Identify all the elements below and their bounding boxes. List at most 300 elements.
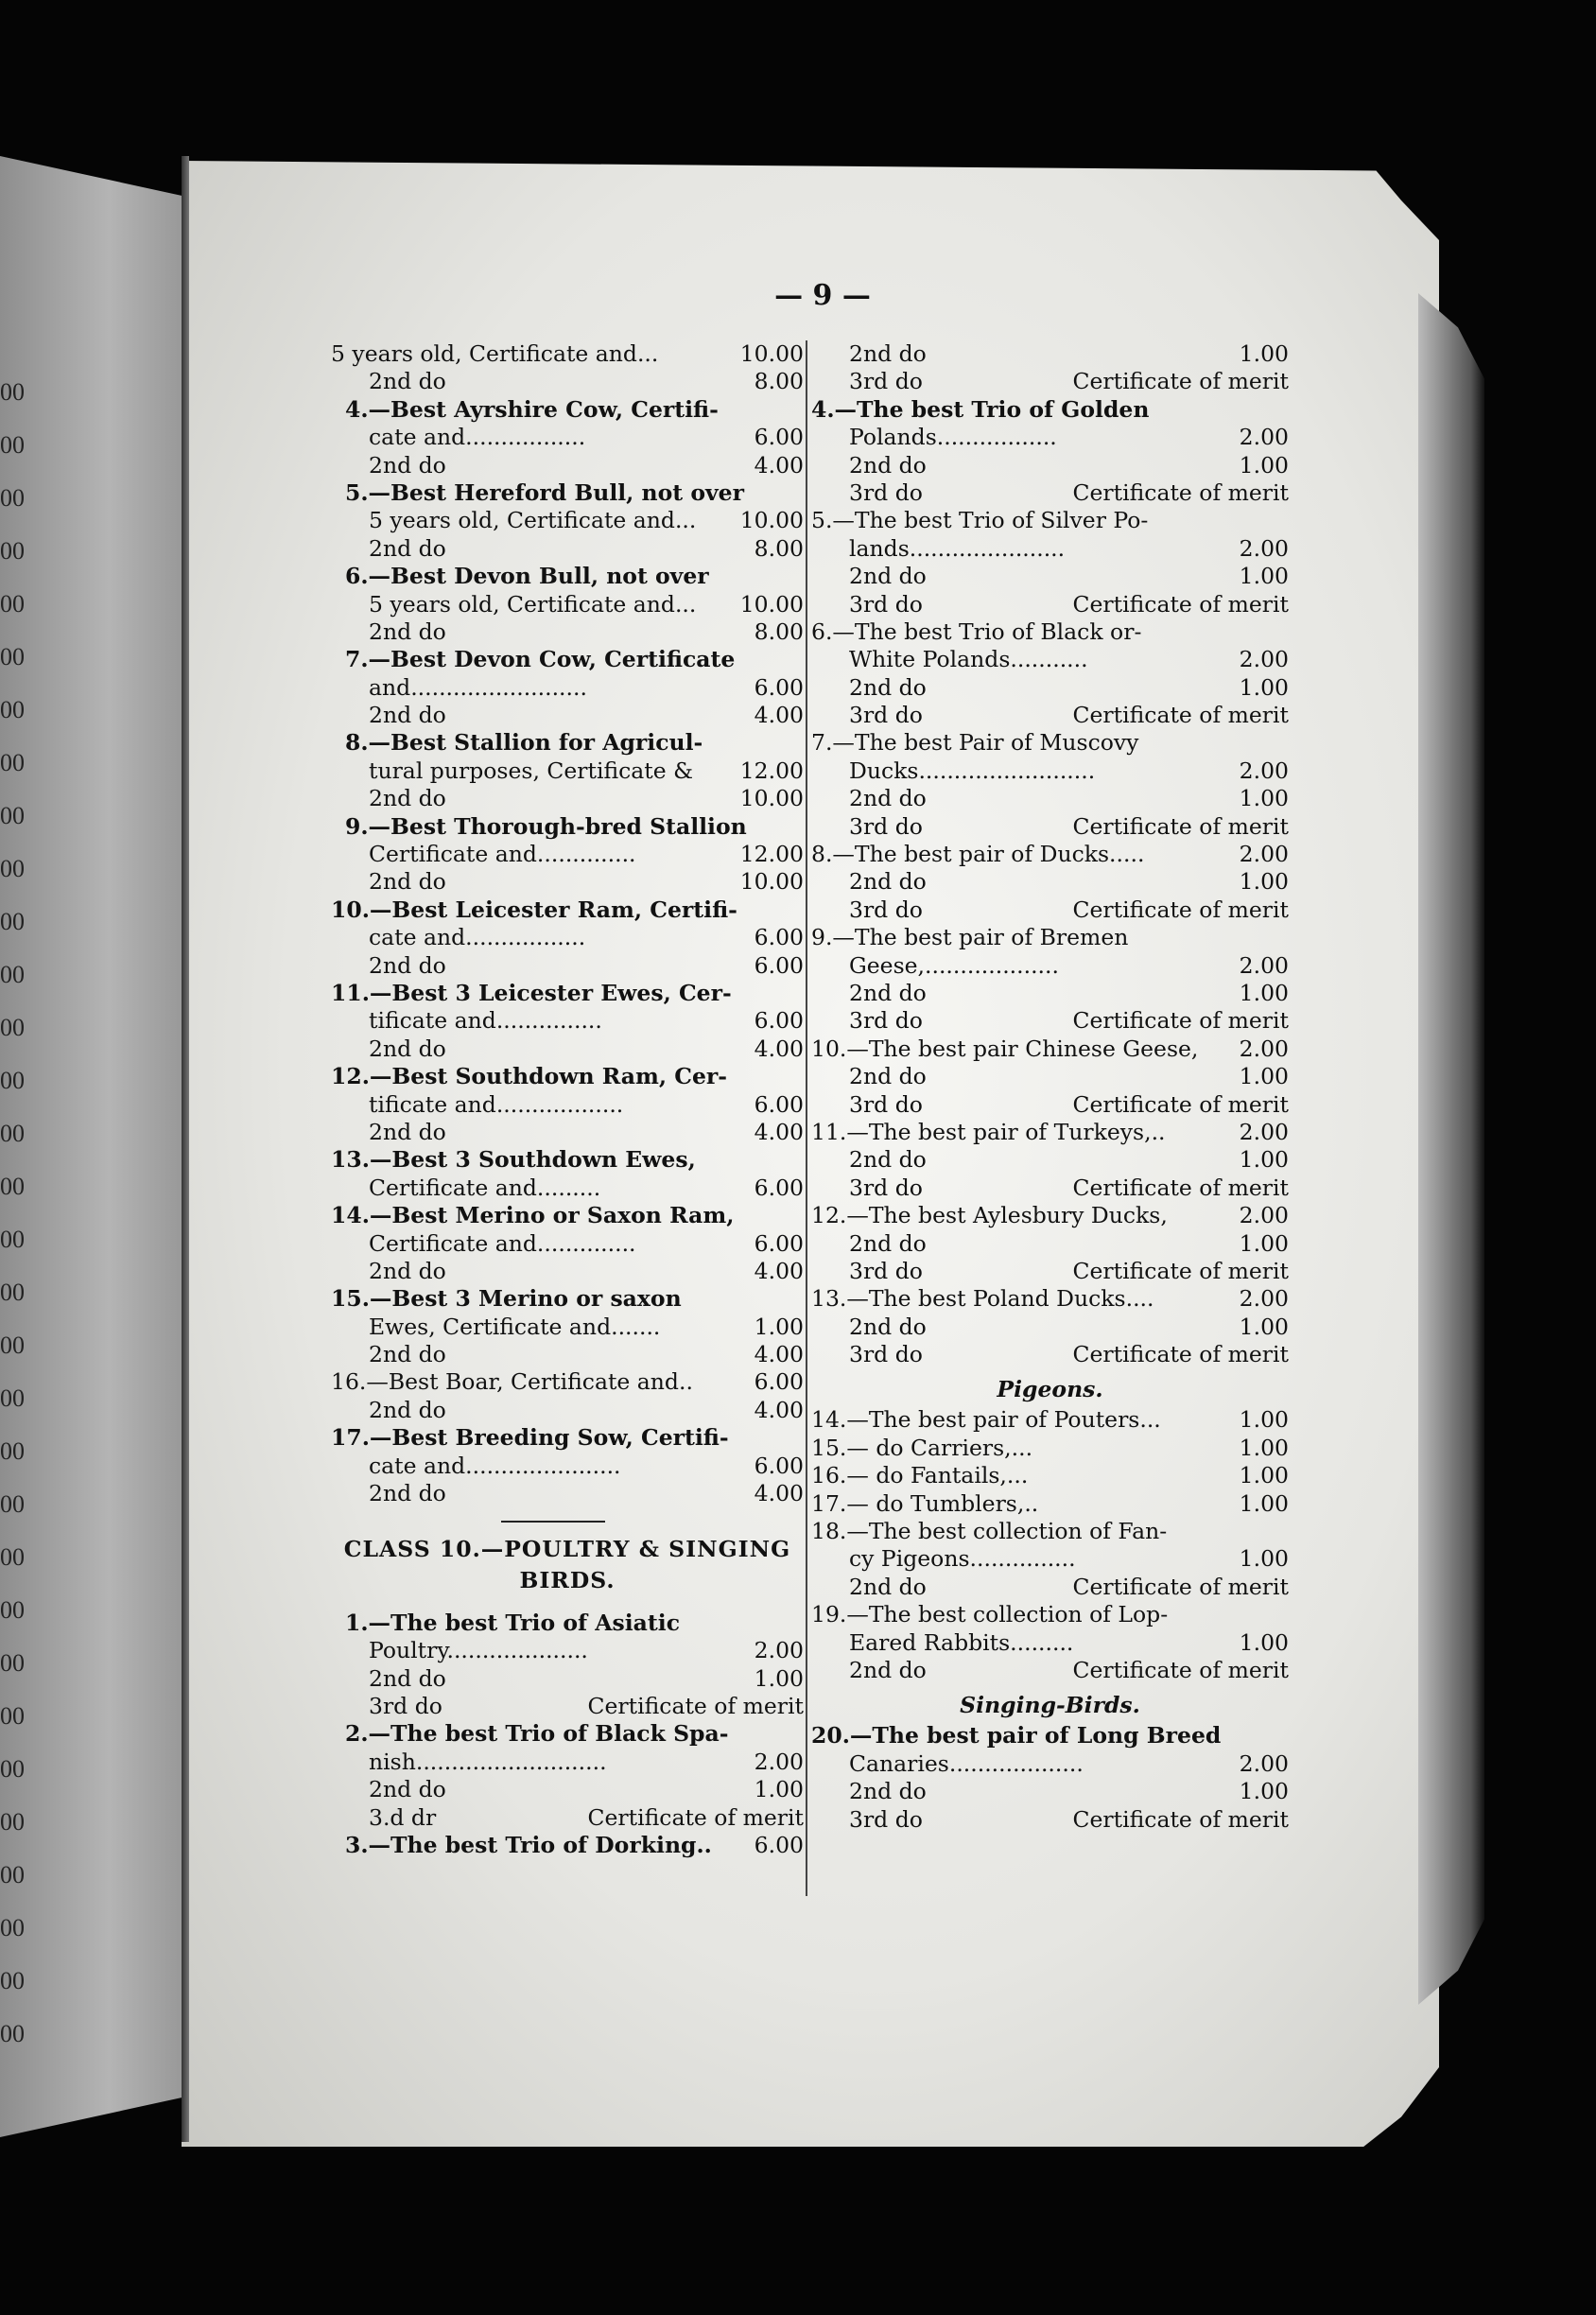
prize-description: White Polands........... (849, 646, 1088, 673)
prize-description: cy Pigeons............... (849, 1545, 1076, 1573)
prize-amount: 1.00 (1239, 1063, 1289, 1090)
prize-description: 2nd do (849, 451, 927, 479)
prize-description: 2nd do (369, 1118, 446, 1145)
prize-description: 5 years old, Certificate and... (331, 340, 659, 367)
prize-amount: 1.00 (1239, 1462, 1289, 1489)
margin-fragment: 00 (0, 1649, 25, 1677)
margin-fragment: 00 (0, 696, 25, 723)
prize-row (811, 1036, 1289, 1063)
prize-row (811, 841, 1289, 868)
prize-description: Canaries................... (849, 1749, 1084, 1777)
prize-row (331, 1693, 804, 1720)
page-edge-shadow (1418, 293, 1484, 2005)
prize-description: Certificate and.............. (369, 841, 636, 868)
margin-fragment: 00 (0, 1437, 25, 1465)
margin-fragment: 00 (0, 1543, 25, 1571)
prize-amount: 2.00 (1239, 1749, 1289, 1777)
prize-row (331, 1007, 804, 1035)
prize-amount: 6.00 (754, 1174, 804, 1201)
prize-amount: 2.00 (1239, 757, 1289, 784)
prize-row (811, 591, 1289, 618)
prize-row (331, 646, 804, 673)
prize-row (331, 563, 804, 590)
margin-fragment: 00 (0, 2020, 25, 2047)
prize-amount: 2.00 (1239, 1118, 1289, 1145)
prize-amount: 6.00 (754, 1229, 804, 1257)
prize-amount: 6.00 (754, 424, 804, 451)
prize-description: 3rd do (849, 1174, 923, 1201)
prize-description: 5 years old, Certificate and... (369, 507, 697, 534)
prize-description: 3rd do (849, 1805, 923, 1833)
prize-description: 16.— do Fantails,... (811, 1462, 1029, 1489)
prize-description: 11.—Best 3 Leicester Ewes, Cer- (331, 979, 732, 1006)
book-spine (182, 156, 189, 2142)
prize-row (811, 1063, 1289, 1090)
prize-row (811, 1778, 1289, 1805)
prize-description: 2nd do (849, 1063, 927, 1090)
prize-description: 18.—The best collection of Fan- (811, 1518, 1168, 1545)
prize-description: tificate and.................. (369, 1090, 624, 1118)
prize-amount: 1.00 (1239, 1313, 1289, 1340)
prize-amount: 1.00 (1239, 563, 1289, 590)
prize-amount: 6.00 (754, 1368, 804, 1396)
prize-description: Polands................. (849, 424, 1057, 451)
prize-amount: 2.00 (754, 1637, 804, 1664)
prize-row (331, 1036, 804, 1063)
margin-fragment: 00 (0, 961, 25, 988)
prize-description: tificate and............... (369, 1007, 602, 1035)
prize-row (811, 507, 1289, 534)
prize-description: 2nd do (369, 1035, 446, 1062)
prize-description: 2nd do (369, 868, 446, 896)
prize-row (331, 1832, 804, 1859)
prize-description: 3rd do (849, 1341, 923, 1368)
margin-fragment: 00 (0, 1173, 25, 1200)
prize-row (331, 1610, 804, 1637)
prize-row (331, 368, 804, 395)
prize-amount: 6.00 (754, 1831, 804, 1858)
prize-description: 8.—Best Stallion for Agricul- (345, 729, 703, 757)
class-heading-line1: CLASS 10.—POULTRY & SINGING (343, 1535, 791, 1562)
prize-amount: Certificate of merit (1072, 1007, 1289, 1035)
prize-description: 2nd do (369, 785, 446, 812)
prize-description: 2nd do (849, 868, 927, 896)
prize-amount: 1.00 (1239, 673, 1289, 701)
prize-description: 3rd do (849, 1257, 923, 1284)
prize-amount: 6.00 (754, 1452, 804, 1479)
singing-heading-text: Singing-Birds. (960, 1692, 1140, 1719)
prize-description: 4.—Best Ayrshire Cow, Certifi- (345, 395, 719, 423)
prize-amount: 1.00 (1239, 1778, 1289, 1805)
prize-description: 10.—Best Leicester Ram, Certifi- (331, 896, 737, 923)
prize-amount: 4.00 (754, 1396, 804, 1423)
prize-row (811, 757, 1289, 785)
prize-amount: Certificate of merit (587, 1803, 804, 1831)
prize-amount: Certificate of merit (1072, 1090, 1289, 1118)
prize-description: 17.—Best Breeding Sow, Certifi- (331, 1424, 729, 1452)
prize-row (811, 340, 1289, 368)
prize-description: 3rd do (849, 368, 923, 395)
margin-fragment: 00 (0, 1490, 25, 1518)
prize-description: 1.—The best Trio of Asiatic (345, 1609, 681, 1636)
prize-row (811, 1435, 1289, 1462)
margin-fragment: 00 (0, 802, 25, 829)
prize-row (331, 1258, 804, 1285)
prize-description: 20.—The best pair of Long Breed (811, 1722, 1222, 1749)
prize-amount: 10.00 (739, 785, 804, 812)
margin-fragment: 00 (0, 590, 25, 618)
prize-description: 3.—The best Trio of Dorking.. (345, 1831, 712, 1858)
prize-row (811, 1657, 1289, 1684)
prize-amount: 2.00 (1239, 646, 1289, 673)
prize-description: Poultry.................... (369, 1637, 588, 1664)
prize-description: 9.—The best pair of Bremen (811, 924, 1129, 951)
prize-description: 2nd do (849, 1313, 927, 1340)
margin-fragment: 00 (0, 1279, 25, 1306)
prize-row (331, 1665, 804, 1693)
prize-amount: 10.00 (739, 590, 804, 618)
prize-row (331, 340, 804, 368)
prize-row (331, 952, 804, 980)
prize-row (331, 1091, 804, 1119)
prize-description: 2nd do (849, 1146, 927, 1174)
prize-amount: 1.00 (1239, 451, 1289, 479)
prize-row (811, 1722, 1289, 1749)
prize-description: cate and................. (369, 924, 586, 951)
prize-row (811, 368, 1289, 395)
prize-amount: Certificate of merit (1072, 1174, 1289, 1201)
prize-list-singing (811, 1722, 1289, 1834)
prize-description: 8.—The best pair of Ducks..... (811, 841, 1145, 868)
prize-row (331, 1230, 804, 1258)
prize-description: 2nd do (369, 1396, 446, 1423)
prize-description: 3rd do (849, 812, 923, 840)
prize-row (331, 702, 804, 729)
margin-fragment: 00 (0, 749, 25, 776)
prize-description: and......................... (369, 673, 587, 701)
margin-fragment: 00 (0, 1808, 25, 1836)
margin-fragment: 00 (0, 484, 25, 512)
prize-description: 5.—The best Trio of Silver Po- (811, 507, 1149, 534)
prize-amount: 6.00 (754, 673, 804, 701)
prize-description: 4.—The best Trio of Golden (811, 395, 1150, 423)
prize-amount: 10.00 (739, 507, 804, 534)
margin-fragment: 00 (0, 1596, 25, 1624)
prize-row (331, 1804, 804, 1832)
prize-row (811, 1629, 1289, 1657)
prize-row (811, 452, 1289, 479)
prize-list-poultry-cont (811, 340, 1289, 1368)
prize-amount: Certificate of merit (1072, 812, 1289, 840)
margin-fragment: 00 (0, 1067, 25, 1094)
prize-amount: 8.00 (754, 368, 804, 395)
prize-row (331, 591, 804, 618)
prize-description: 3rd do (369, 1692, 442, 1719)
prize-description: 9.—Best Thorough-bred Stallion (345, 812, 747, 840)
prize-row (811, 868, 1289, 896)
prize-list-pigeons (811, 1406, 1289, 1684)
margin-fragment: 00 (0, 1755, 25, 1783)
prize-row (811, 896, 1289, 924)
prize-description: cate and...................... (369, 1452, 621, 1479)
prize-row (811, 1806, 1289, 1834)
prize-row (331, 1720, 804, 1748)
prize-description: 2nd do (849, 340, 927, 367)
prize-description: 2nd do (369, 1480, 446, 1507)
class-heading-line2: BIRDS. (519, 1566, 616, 1593)
prize-row (811, 1406, 1289, 1434)
margin-fragment: 00 (0, 855, 25, 882)
prize-description: Certificate and......... (369, 1174, 601, 1201)
prize-amount: 10.00 (739, 868, 804, 896)
margin-fragment: 00 (0, 643, 25, 670)
prize-description: 2nd do (849, 1229, 927, 1257)
prize-description: 5.—Best Hereford Bull, not over (345, 479, 745, 506)
prize-amount: Certificate of merit (1072, 896, 1289, 923)
prize-row (331, 1285, 804, 1313)
prize-row (811, 924, 1289, 951)
prize-amount: 1.00 (1239, 1229, 1289, 1257)
prize-amount: 2.00 (1239, 951, 1289, 979)
prize-amount: 1.00 (754, 1664, 804, 1692)
prize-row (811, 1490, 1289, 1518)
class-heading (331, 1536, 804, 1567)
prize-description: 3rd do (849, 702, 923, 729)
prize-amount: Certificate of merit (1072, 1656, 1289, 1683)
prize-amount: 2.00 (1239, 534, 1289, 562)
prize-row (811, 813, 1289, 841)
prize-description: Ducks......................... (849, 757, 1096, 784)
prize-amount: 4.00 (754, 1341, 804, 1368)
prize-description: 2nd do (369, 951, 446, 979)
prize-amount: 1.00 (754, 1313, 804, 1340)
prize-row (811, 1146, 1289, 1174)
prize-amount: 1.00 (1239, 785, 1289, 812)
prize-row (811, 1285, 1289, 1313)
margin-fragment: 00 (0, 431, 25, 459)
prize-row (331, 535, 804, 563)
prize-description: tural purposes, Certificate & (369, 757, 694, 784)
prize-amount: 6.00 (754, 1007, 804, 1035)
prize-description: 5 years old, Certificate and... (369, 590, 697, 618)
prize-row (331, 1397, 804, 1424)
prize-row (331, 674, 804, 702)
prize-amount: 6.00 (754, 924, 804, 951)
prize-row (331, 1424, 804, 1452)
prize-amount: 2.00 (1239, 1202, 1289, 1229)
prize-description: 2.—The best Trio of Black Spa- (345, 1720, 729, 1748)
prize-row (811, 1750, 1289, 1778)
margin-fragment: 00 (0, 1967, 25, 1994)
prize-row (811, 1601, 1289, 1628)
prize-description: 6.—Best Devon Bull, not over (345, 563, 709, 590)
prize-row (811, 1202, 1289, 1229)
prize-row (331, 1146, 804, 1174)
margin-fragment: 00 (0, 1914, 25, 1941)
prize-row (331, 1453, 804, 1480)
prize-amount: Certificate of merit (1072, 1257, 1289, 1284)
prize-row (811, 646, 1289, 673)
prize-row (331, 1341, 804, 1368)
prize-row (811, 1091, 1289, 1119)
prize-row (331, 1202, 804, 1229)
prize-amount: 1.00 (1239, 1628, 1289, 1656)
prize-row (811, 980, 1289, 1007)
prize-amount: Certificate of merit (587, 1692, 804, 1719)
prize-row (811, 729, 1289, 757)
margin-fragment: 00 (0, 1384, 25, 1412)
prize-description: 2nd do (849, 1573, 927, 1600)
margin-fragment: 00 (0, 1226, 25, 1253)
prize-description: 2nd do (369, 1776, 446, 1803)
prize-list-livestock (331, 340, 804, 1507)
margin-fragment: 00 (0, 537, 25, 565)
prize-row (811, 785, 1289, 812)
prize-amount: 6.00 (754, 1090, 804, 1118)
prize-description: 2nd do (369, 368, 446, 395)
prize-amount: 4.00 (754, 1035, 804, 1062)
prize-amount: 1.00 (1239, 1545, 1289, 1573)
prize-row (811, 952, 1289, 980)
prize-description: 13.—The best Poland Ducks.... (811, 1285, 1154, 1313)
prize-row (331, 1175, 804, 1202)
prize-row (811, 674, 1289, 702)
prize-row (331, 1480, 804, 1507)
prize-description: Eared Rabbits......... (849, 1628, 1074, 1656)
prize-row (811, 1175, 1289, 1202)
prize-description: 3rd do (849, 590, 923, 618)
prize-row (811, 702, 1289, 729)
prize-row (811, 1545, 1289, 1573)
prize-row (811, 1258, 1289, 1285)
prize-description: 14.—The best pair of Pouters... (811, 1406, 1161, 1434)
prize-row (331, 1749, 804, 1776)
prize-amount: 1.00 (1239, 979, 1289, 1006)
prize-row (811, 424, 1289, 451)
prize-row (331, 507, 804, 534)
prize-row (811, 535, 1289, 563)
prize-description: 13.—Best 3 Southdown Ewes, (331, 1146, 696, 1174)
prize-amount: Certificate of merit (1072, 1341, 1289, 1368)
prize-row (331, 785, 804, 812)
prize-description: 2nd do (369, 1664, 446, 1692)
prize-description: Geese,................... (849, 951, 1059, 979)
prize-amount: 4.00 (754, 702, 804, 729)
prize-amount: 1.00 (1239, 868, 1289, 896)
prize-description: 2nd do (849, 673, 927, 701)
prize-row (331, 868, 804, 896)
prize-row (331, 896, 804, 924)
prize-amount: 1.00 (1239, 1406, 1289, 1434)
margin-fragment: 00 (0, 1014, 25, 1041)
prize-description: 3rd do (849, 479, 923, 506)
prize-row (811, 1314, 1289, 1341)
prize-row (331, 813, 804, 841)
prize-amount: 2.00 (1239, 841, 1289, 868)
prize-row (811, 618, 1289, 646)
margin-fragment: 00 (0, 1702, 25, 1730)
prize-row (811, 1230, 1289, 1258)
prize-description: 12.—The best Aylesbury Ducks, (811, 1202, 1168, 1229)
prize-description: 10.—The best pair Chinese Geese, (811, 1035, 1199, 1062)
prize-row (331, 1776, 804, 1803)
prize-description: 12.—Best Southdown Ram, Cer- (331, 1063, 728, 1090)
prize-row (331, 618, 804, 646)
prize-amount: Certificate of merit (1072, 590, 1289, 618)
prize-amount: 12.00 (739, 757, 804, 784)
prize-amount: 2.00 (1239, 1035, 1289, 1062)
margin-fragment: 00 (0, 908, 25, 935)
column-rule (806, 340, 807, 1896)
margin-fragment: 00 (0, 1861, 25, 1889)
prize-description: nish........................... (369, 1748, 607, 1775)
prize-row (331, 1368, 804, 1396)
prize-description: 2nd do (849, 1656, 927, 1683)
prize-list-poultry (331, 1610, 804, 1860)
prize-row (331, 980, 804, 1007)
prize-description: 19.—The best collection of Lop- (811, 1601, 1169, 1628)
prize-description: 2nd do (849, 1778, 927, 1805)
prize-row (811, 1007, 1289, 1035)
singing-heading (811, 1684, 1289, 1722)
pigeons-heading-text: Pigeons. (997, 1376, 1103, 1403)
page-number: — 9 — (774, 279, 871, 312)
prize-amount: Certificate of merit (1072, 479, 1289, 506)
prize-amount: 10.00 (739, 340, 804, 367)
right-column (811, 340, 1289, 1834)
prize-amount: 2.00 (1239, 1285, 1289, 1313)
prize-amount: 12.00 (739, 841, 804, 868)
prize-amount: 1.00 (1239, 1489, 1289, 1517)
prize-amount: 8.00 (754, 618, 804, 645)
margin-fragment: 00 (0, 1120, 25, 1147)
prize-description: 15.—Best 3 Merino or saxon (331, 1285, 682, 1313)
prize-row (331, 1637, 804, 1664)
prize-description: 2nd do (369, 618, 446, 645)
prize-description: 2nd do (849, 979, 927, 1006)
prize-row (811, 563, 1289, 590)
prize-row (331, 1063, 804, 1090)
prize-amount: 1.00 (1239, 1146, 1289, 1174)
prize-description: 6.—The best Trio of Black or- (811, 618, 1142, 645)
prize-row (331, 924, 804, 951)
prize-amount: 1.00 (1239, 340, 1289, 367)
prize-row (811, 479, 1289, 507)
prize-row (331, 841, 804, 868)
prize-description: 2nd do (369, 1341, 446, 1368)
prize-description: 7.—Best Devon Cow, Certificate (345, 646, 736, 673)
prize-row (331, 729, 804, 757)
prize-description: 3rd do (849, 1007, 923, 1035)
prize-description: 2nd do (369, 451, 446, 479)
prize-amount: 4.00 (754, 1257, 804, 1284)
prize-amount: 2.00 (754, 1748, 804, 1775)
prize-amount: 4.00 (754, 1118, 804, 1145)
class-heading-2 (331, 1567, 804, 1598)
prize-row (811, 1574, 1289, 1601)
section-divider (331, 1507, 804, 1535)
prize-amount: Certificate of merit (1072, 1805, 1289, 1833)
prize-description: 2nd do (369, 702, 446, 729)
prize-description: cate and................. (369, 424, 586, 451)
prize-description: 7.—The best Pair of Muscovy (811, 729, 1139, 757)
prize-row (811, 1341, 1289, 1368)
prize-amount: Certificate of merit (1072, 368, 1289, 395)
prize-description: 14.—Best Merino or Saxon Ram, (331, 1202, 735, 1229)
prize-description: 3rd do (849, 896, 923, 923)
prize-amount: 1.00 (1239, 1434, 1289, 1461)
prize-description: Certificate and.............. (369, 1229, 636, 1257)
